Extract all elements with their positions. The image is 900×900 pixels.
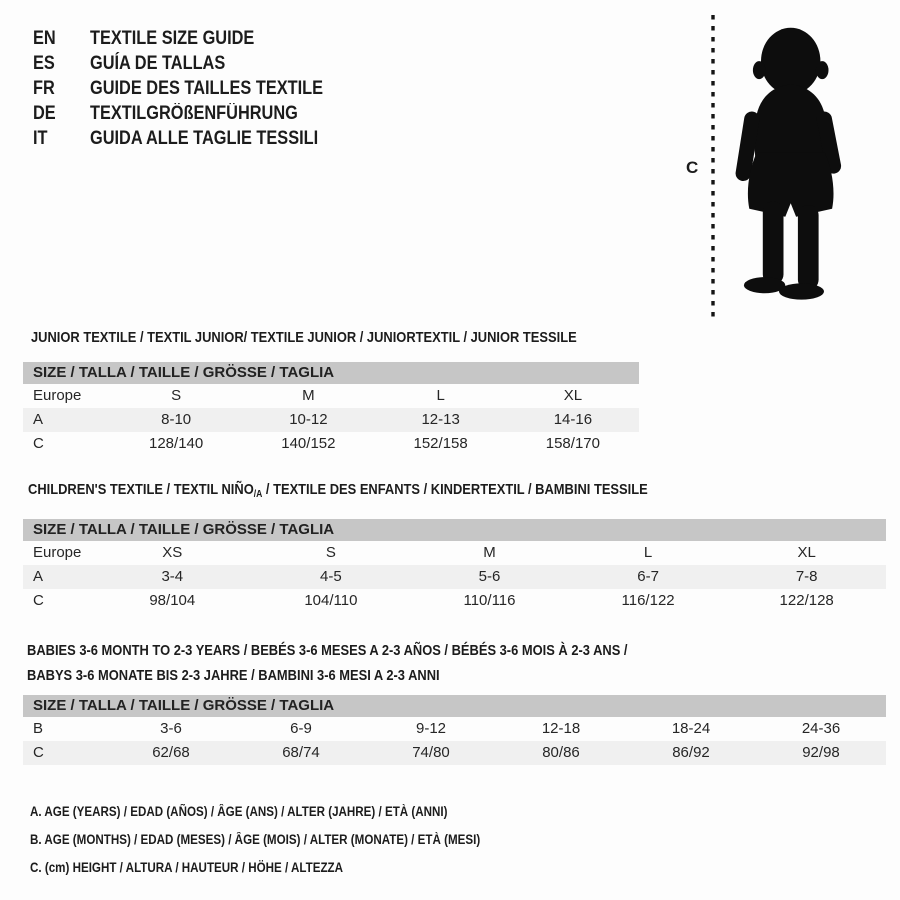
guide-title: GUIDE DES TAILLES TEXTILE [90,77,324,99]
size-cell: S [325,544,336,561]
size-cell: 12-18 [541,720,581,737]
size-cell: 92/98 [802,744,840,761]
size-cell: S [171,387,182,404]
height-measure-label: C [686,158,699,177]
size-cell: XL [797,544,816,561]
guide-title: GUIDA ALLE TAGLIE TESSILI [90,127,319,149]
size-cell: M [302,387,315,404]
size-header-bar [23,362,639,384]
guide-title: GUÍA DE TALLAS [90,52,226,74]
size-cell: XS [162,544,183,561]
row-label: C [33,435,44,452]
babies-size-table [23,695,886,765]
babies-section-title [27,638,725,688]
size-header-bar [23,695,886,717]
language-code: IT [33,127,48,149]
legend-age-years [30,798,553,826]
table-row-europe [23,384,639,408]
size-cell: 74/80 [412,744,450,761]
size-cell: 152/158 [413,435,468,452]
size-cell: 116/122 [621,592,675,609]
list-item [33,101,361,126]
legend-age-months [30,826,553,854]
size-header-label: SIZE / TALLA / TAILLE / GRÖSSE / TAGLIA [33,364,335,381]
legend-height-cm [30,854,553,882]
children-section-title-text [28,481,648,500]
row-label: C [33,592,44,609]
measure-legend [30,798,553,882]
language-code: EN [33,27,56,49]
children-title-part1: CHILDREN'S TEXTILE / TEXTIL NIÑO [28,481,254,498]
size-header-bar [23,519,886,541]
size-cell: 3-6 [160,720,182,737]
size-cell: 3-4 [161,568,184,585]
row-label: B [33,720,44,737]
size-cell: 6-7 [637,568,659,585]
children-size-table [23,519,886,613]
size-cell: 122/128 [779,592,834,609]
list-item [33,126,361,151]
size-cell: 80/86 [542,744,580,761]
size-cell: 14-16 [553,411,593,428]
size-cell: 6-9 [290,720,312,737]
size-cell: 7-8 [795,568,818,585]
language-code: FR [33,77,55,99]
table-row-height-cm [23,741,886,765]
row-label: A [33,411,44,428]
language-code: ES [33,52,55,74]
size-header-label: SIZE / TALLA / TAILLE / GRÖSSE / TAGLIA [33,697,335,714]
size-cell: 68/74 [282,744,320,761]
size-cell: 24-36 [801,720,841,737]
size-cell: 9-12 [415,720,447,737]
size-cell: 98/104 [149,592,196,609]
size-header-label: SIZE / TALLA / TAILLE / GRÖSSE / TAGLIA [33,521,335,538]
size-cell: 5-6 [478,568,501,585]
size-cell: 104/110 [304,592,358,609]
height-dotted-line [710,13,716,317]
size-cell: 18-24 [671,720,711,737]
table-row-age-years [23,408,639,432]
size-cell: 8-10 [161,411,192,428]
size-cell: 10-12 [289,411,328,428]
language-code: DE [33,102,56,124]
children-title-subscript: /A [253,489,263,500]
table-row-height-cm [23,589,886,613]
table-row-age-years [23,565,886,589]
children-section-title [28,481,749,500]
size-cell: 158/170 [545,435,600,452]
junior-section-title [31,329,666,346]
size-cell: 110/116 [463,592,516,609]
babies-title-line2: BABYS 3-6 MONATE BIS 2-3 JAHRE / BAMBINI 3-6 MESI A 2-3 ANNI [27,667,440,684]
babies-title-line1: BABIES 3-6 MONTH TO 2-3 YEARS / BEBÉS 3-6 MESES A 2-3 AÑOS / BÉBÉS 3-6 MOIS À 2-3 ANS / [27,642,628,659]
size-cell: L [643,544,653,561]
size-cell: 12-13 [421,411,460,428]
size-cell: 4-5 [320,568,342,585]
size-cell: 128/140 [149,435,204,452]
junior-size-table [23,362,639,456]
list-item [33,76,361,101]
list-item [33,51,361,76]
legend-height-cm-text: C. (cm) HEIGHT / ALTURA / HAUTEUR / HÖHE / ALTEZZA [30,860,344,875]
size-cell: XL [563,387,583,404]
table-row-age-months [23,717,886,741]
children-title-part2: / TEXTILE DES ENFANTS / KINDERTEXTIL / BAMBINI TESSILE [262,481,648,498]
guide-title: TEXTILGRÖßENFÜHRUNG [90,102,298,124]
row-label: A [33,568,44,585]
table-row-europe [23,541,886,565]
table-row-height-cm [23,432,639,456]
guide-title: TEXTILE SIZE GUIDE [90,27,255,49]
size-cell: L [436,387,445,404]
row-label: C [33,744,44,761]
size-cell: 140/152 [281,435,336,452]
row-label: Europe [33,387,82,404]
language-title-list [33,26,361,151]
junior-section-title-text: JUNIOR TEXTILE / TEXTIL JUNIOR/ TEXTILE JUNIOR / JUNIORTEXTIL / JUNIOR TESSILE [31,329,577,346]
legend-age-years-text: A. AGE (YEARS) / EDAD (AÑOS) / ÂGE (ANS) / ALTER (JAHRE) / ETÀ (ANNI) [30,804,448,819]
size-cell: 62/68 [152,744,190,761]
row-label: Europe [33,544,82,561]
toddler-silhouette [725,12,851,310]
legend-age-months-text: B. AGE (MONTHS) / EDAD (MESES) / ÂGE (MOIS) / ALTER (MONATE) / ETÀ (MESI) [30,832,481,847]
size-cell: M [483,544,496,561]
size-cell: 86/92 [672,744,710,761]
list-item [33,26,361,51]
